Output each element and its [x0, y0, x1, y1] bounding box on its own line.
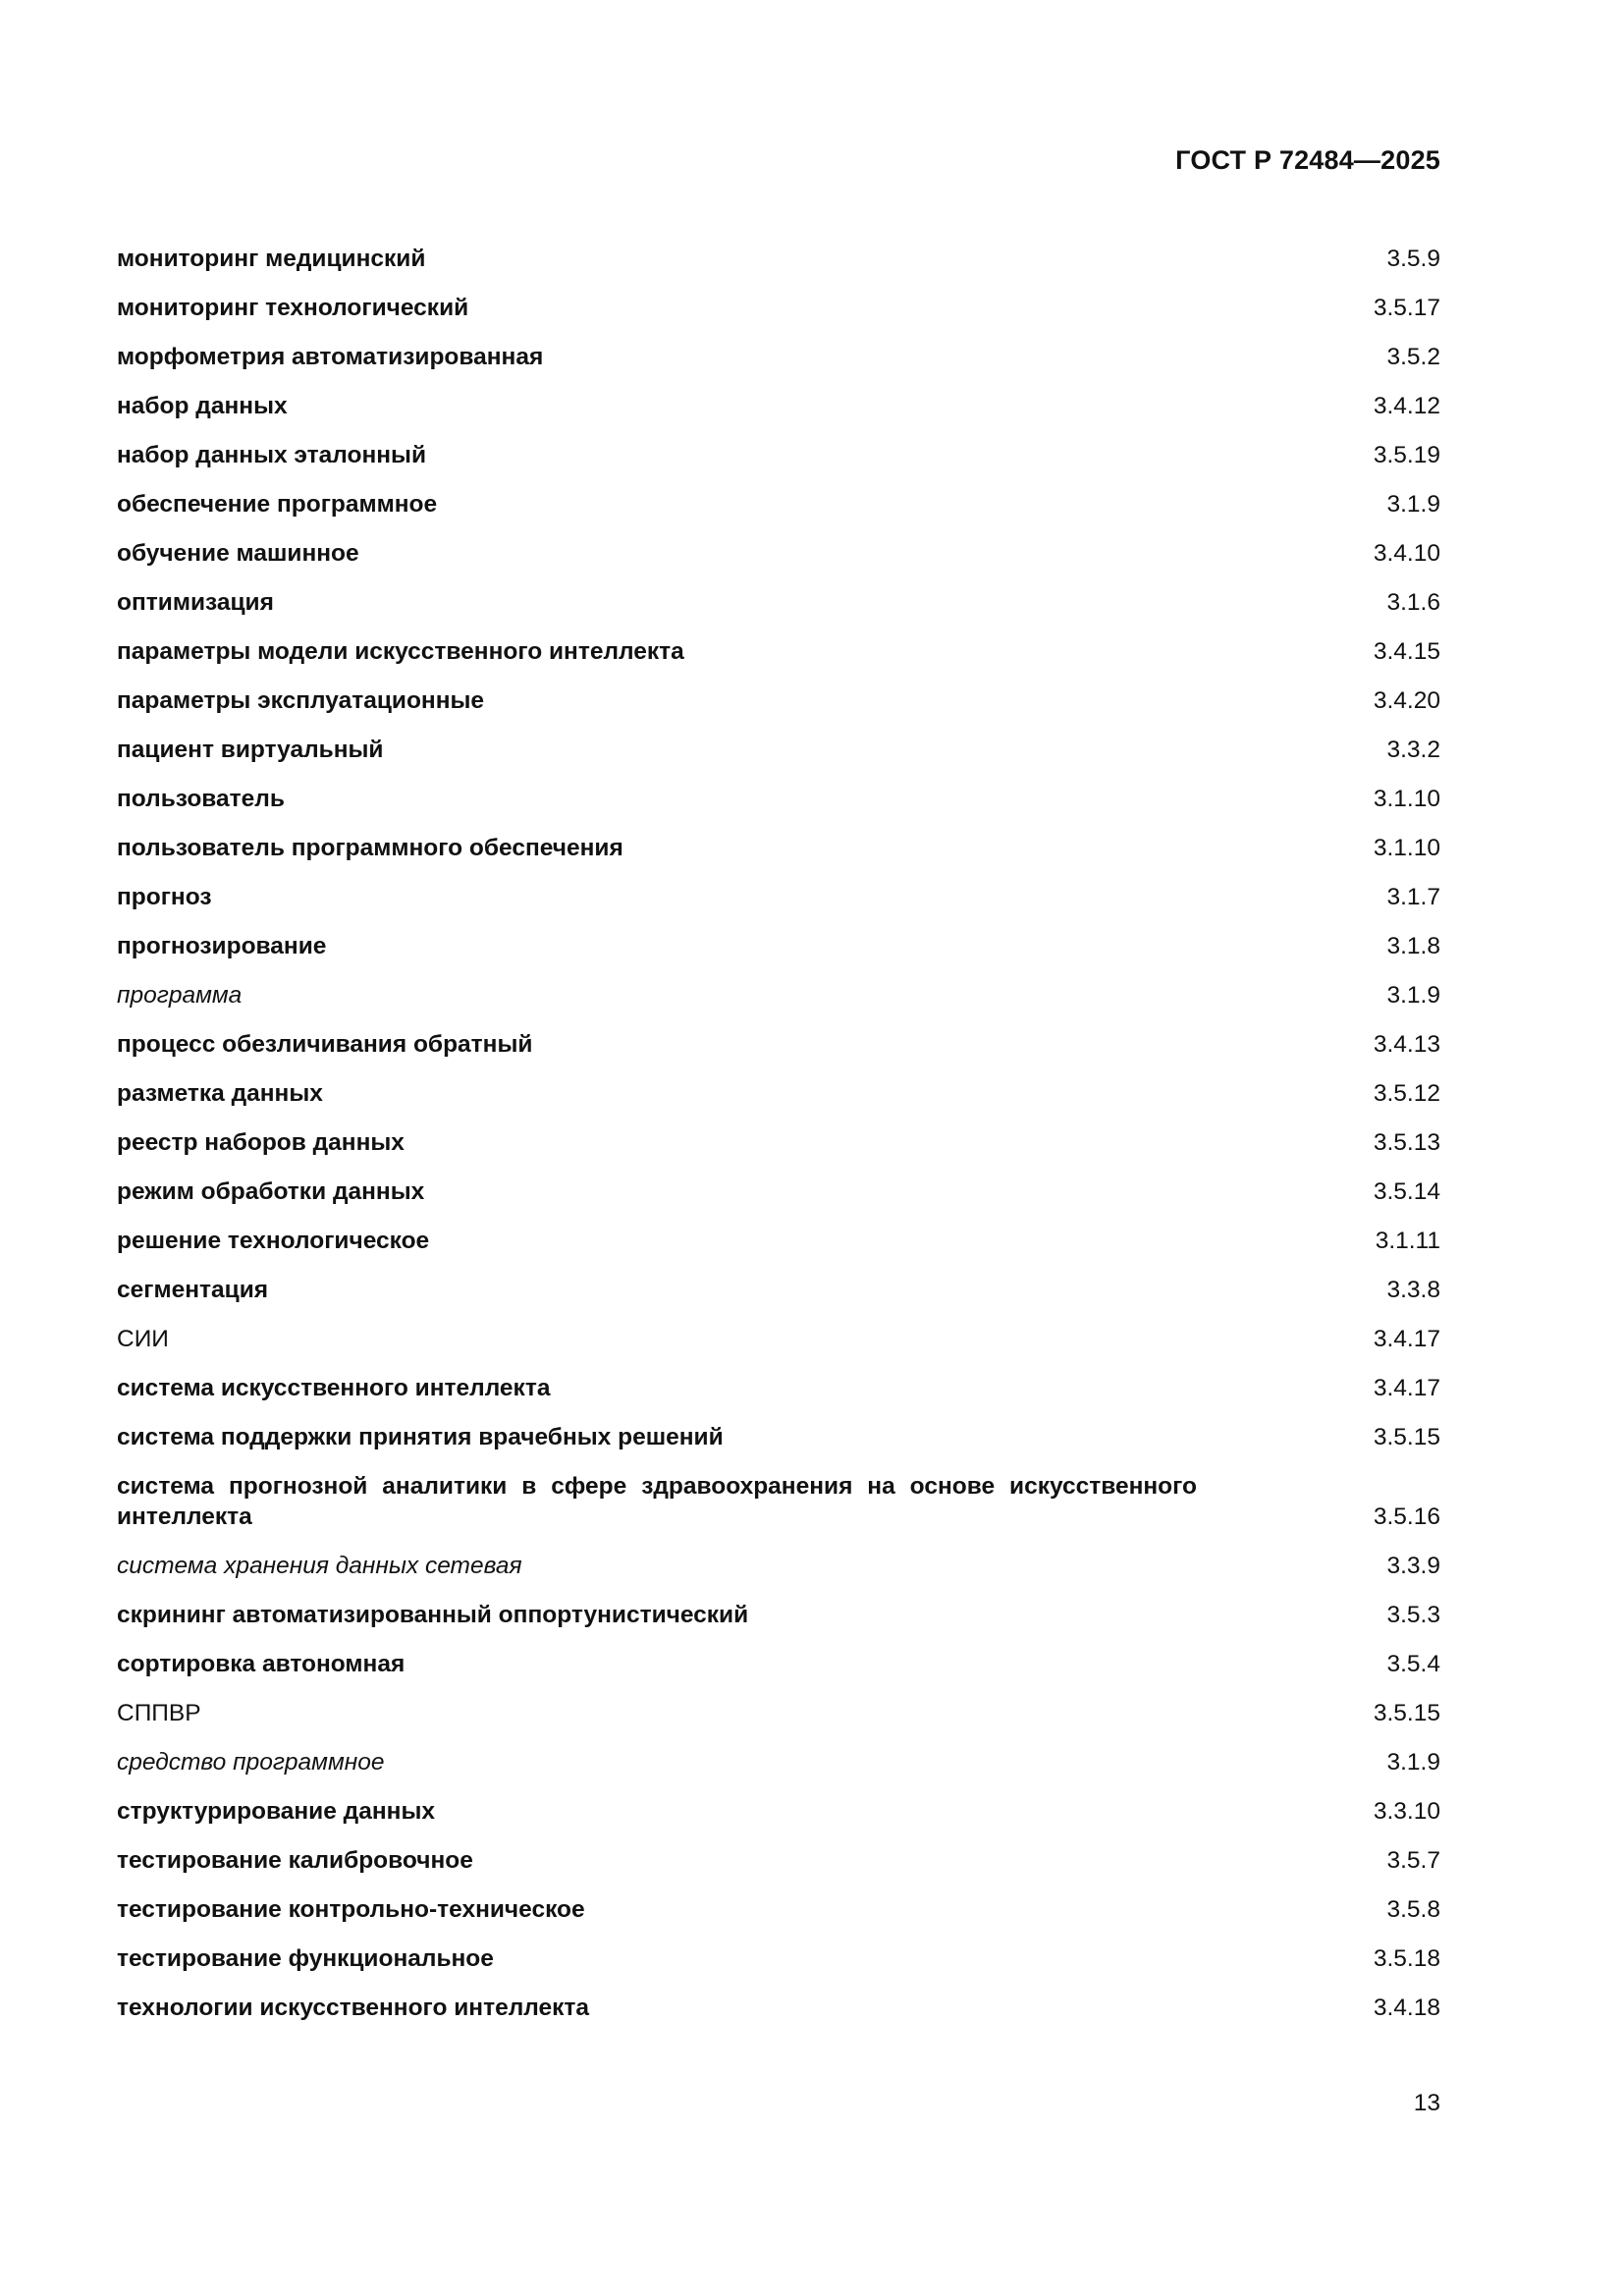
- index-reference: 3.5.4: [1386, 1651, 1440, 1677]
- index-reference: 3.1.11: [1375, 1228, 1440, 1254]
- index-entry: [117, 1796, 1440, 1845]
- index-term: решение технологическое: [117, 1228, 430, 1254]
- index-reference: 3.4.10: [1373, 540, 1440, 567]
- index-reference: 3.4.13: [1373, 1031, 1440, 1058]
- index-reference: 3.1.6: [1386, 589, 1440, 616]
- index-term: структурирование данных: [117, 1798, 436, 1825]
- index-entry: [117, 882, 1440, 931]
- index-reference: 3.4.12: [1373, 393, 1440, 419]
- index-term: разметка данных: [117, 1080, 323, 1107]
- index-entry: [117, 440, 1440, 489]
- index-term: процесс обезличивания обратный: [117, 1031, 533, 1058]
- index-reference: 3.3.9: [1386, 1553, 1440, 1579]
- index-reference: 3.3.10: [1373, 1798, 1440, 1825]
- index-term: мониторинг технологический: [117, 295, 469, 321]
- index-term: тестирование калибровочное: [117, 1847, 473, 1874]
- index-entry: [117, 784, 1440, 833]
- index-reference: 3.3.8: [1386, 1277, 1440, 1303]
- index-term: программа: [117, 982, 243, 1009]
- index-term: СППВР: [117, 1700, 201, 1726]
- index-entry: [117, 1698, 1440, 1747]
- index-term: скрининг автоматизированный оппортунистический: [117, 1602, 749, 1628]
- index-term: набор данных: [117, 393, 288, 419]
- index-entry: [117, 1029, 1440, 1078]
- index-entry: [117, 1324, 1440, 1373]
- index-entry: [117, 1226, 1440, 1275]
- index-entry: [117, 1127, 1440, 1176]
- index-term: СИИ: [117, 1326, 169, 1352]
- index-entry: [117, 1649, 1440, 1698]
- index-entry: [117, 735, 1440, 784]
- index-term: обучение машинное: [117, 540, 359, 567]
- index-reference: 3.5.13: [1373, 1129, 1440, 1156]
- index-reference: 3.4.17: [1373, 1375, 1440, 1401]
- index-term: технологии искусственного интеллекта: [117, 1995, 590, 2021]
- index-term: тестирование функциональное: [117, 1945, 494, 1972]
- index-entry: [117, 391, 1440, 440]
- index-term: система прогнозной аналитики в сфере здравоохранения на основе искусственного интеллекта: [117, 1473, 1197, 1530]
- index-term: набор данных эталонный: [117, 442, 427, 468]
- page-number: 13: [1413, 2090, 1440, 2116]
- index-entry: [117, 1422, 1440, 1471]
- index-term: режим обработки данных: [117, 1178, 425, 1205]
- index-entry: [117, 980, 1440, 1029]
- index-entry: [117, 1471, 1440, 1551]
- index-term: параметры эксплуатационные: [117, 687, 485, 714]
- index-entry: [117, 538, 1440, 587]
- index-reference: 3.5.3: [1386, 1602, 1440, 1628]
- index-term: морфометрия автоматизированная: [117, 344, 544, 370]
- index-term: средство программное: [117, 1749, 385, 1776]
- index-reference: 3.4.15: [1373, 638, 1440, 665]
- index-reference: 3.5.2: [1386, 344, 1440, 370]
- index-reference: 3.1.8: [1386, 933, 1440, 959]
- index-reference: 3.5.15: [1373, 1424, 1440, 1450]
- index-reference: 3.1.7: [1386, 884, 1440, 910]
- index-term: сегментация: [117, 1277, 269, 1303]
- index-term: пользователь: [117, 786, 285, 812]
- index-reference: 3.3.2: [1386, 737, 1440, 763]
- index-entry: [117, 1078, 1440, 1127]
- index-term: обеспечение программное: [117, 491, 438, 518]
- index-entry: [117, 244, 1440, 293]
- index-term: реестр наборов данных: [117, 1129, 405, 1156]
- index-reference: 3.5.17: [1373, 295, 1440, 321]
- index-reference: 3.5.16: [1373, 1503, 1440, 1530]
- index-entry: [117, 1600, 1440, 1649]
- index-term: оптимизация: [117, 589, 274, 616]
- index-term: система поддержки принятия врачебных решений: [117, 1424, 724, 1450]
- index-entry: [117, 1943, 1440, 1993]
- alphabetical-index: [117, 244, 1440, 2042]
- index-term: мониторинг медицинский: [117, 246, 426, 272]
- index-reference: 3.1.9: [1386, 491, 1440, 518]
- index-entry: [117, 342, 1440, 391]
- index-term: прогнозирование: [117, 933, 327, 959]
- index-term: прогноз: [117, 884, 212, 910]
- index-term: сортировка автономная: [117, 1651, 406, 1677]
- index-term: пользователь программного обеспечения: [117, 835, 623, 861]
- standard-designation: ГОСТ Р 72484—2025: [1175, 145, 1440, 175]
- index-term: система искусственного интеллекта: [117, 1375, 551, 1401]
- index-entry: [117, 1275, 1440, 1324]
- index-reference: 3.1.9: [1386, 982, 1440, 1009]
- index-entry: [117, 1551, 1440, 1600]
- index-entry: [117, 1373, 1440, 1422]
- index-term: пациент виртуальный: [117, 737, 384, 763]
- index-reference: 3.1.10: [1373, 786, 1440, 812]
- index-reference: 3.5.19: [1373, 442, 1440, 468]
- index-entry: [117, 833, 1440, 882]
- index-entry: [117, 489, 1440, 538]
- index-entry: [117, 1176, 1440, 1226]
- index-term: система хранения данных сетевая: [117, 1553, 522, 1579]
- index-entry: [117, 1894, 1440, 1943]
- index-reference: 3.4.20: [1373, 687, 1440, 714]
- index-entry: [117, 1845, 1440, 1894]
- index-reference: 3.4.17: [1373, 1326, 1440, 1352]
- index-term: параметры модели искусственного интеллекта: [117, 638, 684, 665]
- index-entry: [117, 293, 1440, 342]
- index-reference: 3.1.10: [1373, 835, 1440, 861]
- index-reference: 3.5.15: [1373, 1700, 1440, 1726]
- index-reference: 3.5.9: [1386, 246, 1440, 272]
- index-entry: [117, 1747, 1440, 1796]
- index-entry: [117, 587, 1440, 636]
- index-term: тестирование контрольно-техническое: [117, 1896, 585, 1923]
- index-entry: [117, 685, 1440, 735]
- index-entry: [117, 931, 1440, 980]
- index-entry: [117, 1993, 1440, 2042]
- index-reference: 3.5.7: [1386, 1847, 1440, 1874]
- index-reference: 3.5.12: [1373, 1080, 1440, 1107]
- index-reference: 3.5.18: [1373, 1945, 1440, 1972]
- index-reference: 3.5.8: [1386, 1896, 1440, 1923]
- index-entry: [117, 636, 1440, 685]
- index-reference: 3.5.14: [1373, 1178, 1440, 1205]
- index-reference: 3.4.18: [1373, 1995, 1440, 2021]
- index-reference: 3.1.9: [1386, 1749, 1440, 1776]
